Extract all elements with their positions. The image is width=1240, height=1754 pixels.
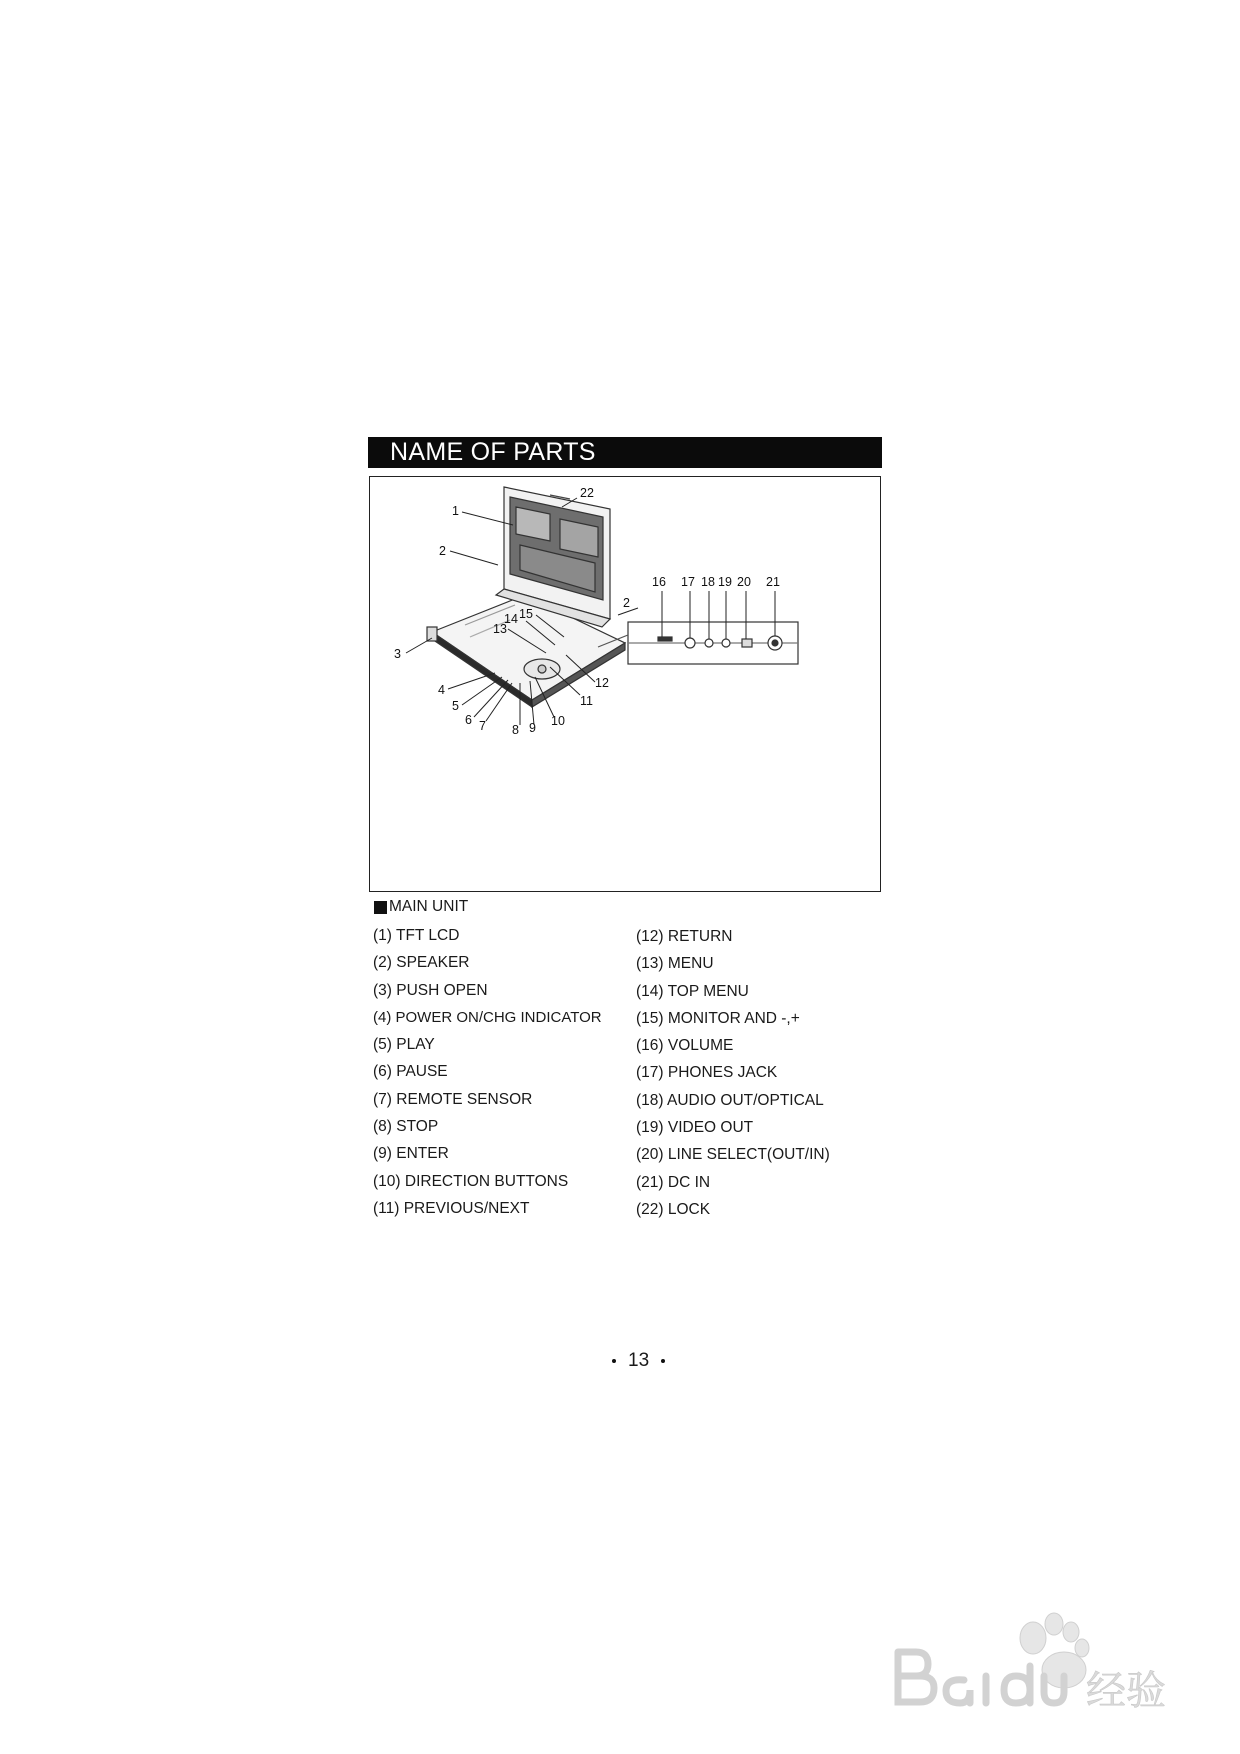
list-item: (16) VOLUME	[636, 1037, 734, 1055]
callout-3: 3	[394, 647, 401, 661]
page-number	[600, 1350, 677, 1372]
callout-6: 6	[465, 713, 472, 727]
dot-right-icon	[661, 1359, 665, 1363]
callout-22: 22	[580, 486, 594, 500]
list-item: (8) STOP	[373, 1118, 439, 1136]
list-item: (20) LINE SELECT(OUT/IN)	[636, 1146, 830, 1164]
list-item: (22) LOCK	[636, 1200, 711, 1218]
list-item: (18) AUDIO OUT/OPTICAL	[636, 1091, 824, 1109]
callout-16: 16	[652, 575, 666, 589]
list-item: (11) PREVIOUS/NEXT	[373, 1199, 530, 1217]
product-diagram	[369, 476, 881, 892]
baidu-watermark-logo	[886, 1580, 1186, 1730]
callout-8: 8	[512, 723, 519, 737]
list-item: (15) MONITOR AND -,+	[636, 1009, 800, 1027]
parts-list-right	[636, 923, 830, 1223]
callout-15: 15	[519, 607, 533, 621]
callout-5: 5	[452, 699, 459, 713]
callout-12: 12	[595, 676, 609, 690]
page-number-text: 13	[628, 1350, 650, 1371]
list-item: (14) TOP MENU	[636, 982, 749, 1000]
list-item: (21) DC IN	[636, 1173, 711, 1191]
callout-19: 19	[718, 575, 732, 589]
list-item: (10) DIRECTION BUTTONS	[373, 1172, 569, 1190]
section-title-bar	[368, 437, 882, 468]
callout-11: 11	[580, 694, 593, 708]
callout-13: 13	[493, 622, 507, 636]
callout-9: 9	[529, 721, 536, 735]
list-item: (5) PLAY	[373, 1036, 435, 1054]
callout-1: 1	[452, 504, 459, 518]
section-title: NAME OF PARTS	[390, 438, 596, 466]
dot-left-icon	[612, 1359, 616, 1363]
callout-21: 21	[766, 575, 780, 589]
list-item: (13) MENU	[636, 955, 714, 973]
callout-10: 10	[551, 714, 565, 728]
callout-2-right: 2	[623, 596, 630, 610]
svg-text:经验: 经验	[1086, 1668, 1166, 1714]
callout-4: 4	[438, 683, 445, 697]
callout-20: 20	[737, 575, 751, 589]
dvd-player-illustration	[370, 477, 882, 893]
side-panel-detail	[598, 622, 798, 664]
list-item: (9) ENTER	[373, 1145, 449, 1163]
callout-14: 14	[504, 612, 518, 626]
callout-18: 18	[701, 575, 715, 589]
callout-17: 17	[681, 575, 695, 589]
list-item: (3) PUSH OPEN	[373, 981, 488, 999]
list-item: (7) REMOTE SENSOR	[373, 1090, 533, 1108]
callout-7: 7	[479, 719, 486, 733]
list-item: (2) SPEAKER	[373, 954, 470, 972]
callout-2-left: 2	[439, 544, 446, 558]
parts-list-left	[373, 922, 602, 1222]
list-item: (12) RETURN	[636, 928, 733, 945]
list-item: (17) PHONES JACK	[636, 1064, 778, 1082]
square-bullet-icon	[374, 901, 387, 914]
group-label: MAIN UNIT	[389, 898, 469, 915]
list-item: (4) POWER ON/CHG INDICATOR	[373, 1008, 602, 1026]
list-item: (6) PAUSE	[373, 1063, 448, 1081]
list-item: (19) VIDEO OUT	[636, 1119, 754, 1137]
group-heading	[374, 898, 468, 916]
list-item: (1) TFT LCD	[373, 927, 460, 944]
